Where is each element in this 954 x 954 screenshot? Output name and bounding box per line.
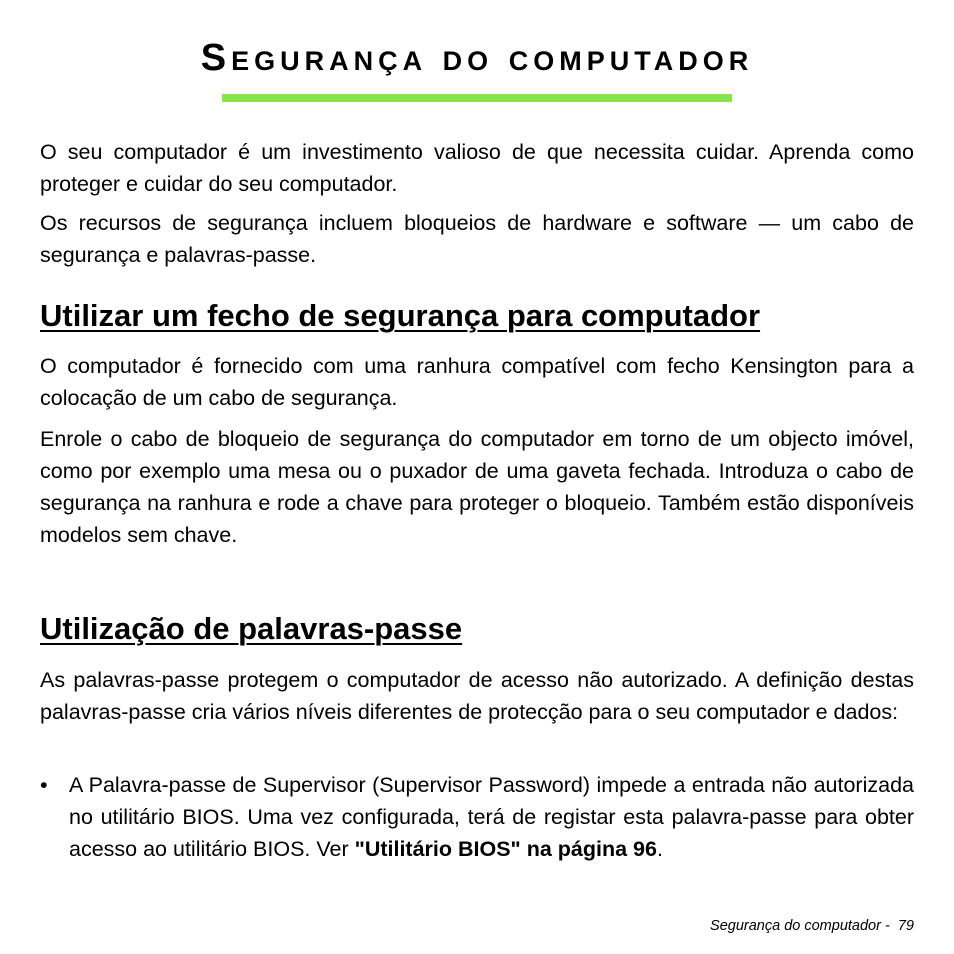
page-footer [710,916,914,936]
section-heading-passwords: Utilização de palavras-passe [40,611,463,646]
lock-paragraph-1: O computador é fornecido com uma ranhura compatível com fecho Kensington para a colocação de um cabo de segurança. [40,354,914,410]
footer-section-name: Segurança do computador - [710,918,890,934]
section-heading-security-lock: Utilizar um fecho de segurança para computador [40,298,761,333]
bullet-text [69,769,914,865]
passwords-paragraph-1: As palavras-passe protegem o computador de acesso não autorizado. A definição destas palavras-passe cria vários níveis diferentes de protecção para o seu computador e dados: [40,668,914,724]
bullet-icon: • [40,773,48,797]
footer-page-number: 79 [897,918,914,934]
intro-paragraph-2: Os recursos de segurança incluem bloqueios de hardware e software — um cabo de segurança e palavras-passe. [40,211,914,267]
intro-paragraph-1: O seu computador é um investimento valioso de que necessita cuidar. Aprenda como proteger e cuidar do seu computador. [40,140,914,196]
title-underline-bar [222,94,732,102]
password-bullet-item [40,769,914,865]
page-title: Segurança do computador [200,37,754,79]
bullet-body: A Palavra-passe de Supervisor (Supervisor Password) impede a entrada não autorizada no utilitário BIOS. Uma vez configurada, terá de registar esta palavra-passe para obter acesso ao utilitário BIOS. Ver [69,773,914,861]
bullet-tail: . [656,837,663,861]
bios-utility-reference-link[interactable]: "Utilitário BIOS" na página 96 [354,837,657,861]
lock-paragraph-2: Enrole o cabo de bloqueio de segurança do computador em torno de um objecto imóvel, como por exemplo uma mesa ou o puxador de uma gaveta fechada. Introduza o cabo de segurança na ranhura e rode a chave para proteger o bloqueio. Também estão disponíveis modelos sem chave. [40,427,914,547]
